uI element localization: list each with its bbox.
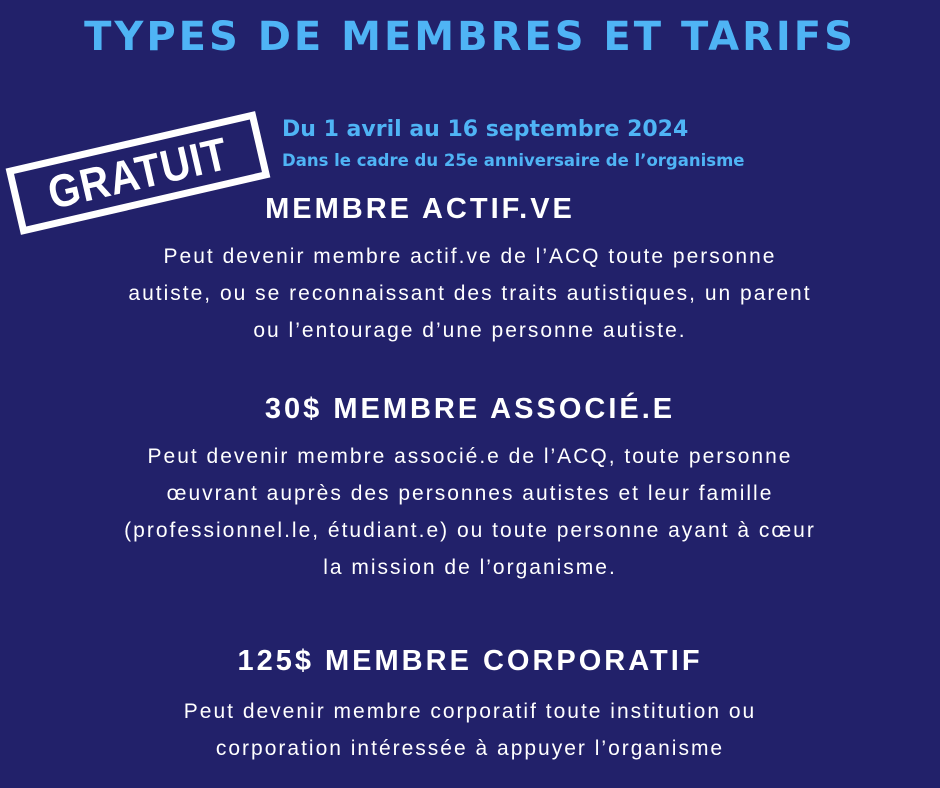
description-line: Peut devenir membre associé.e de l’ACQ, toute personne bbox=[147, 445, 793, 468]
section-heading-membre-actif: MEMBRE ACTIF.VE bbox=[265, 193, 575, 225]
description-line: (professionnel.le, étudiant.e) ou toute personne ayant à cœur bbox=[124, 519, 816, 542]
section-heading-membre-corporatif: 125$ MEMBRE CORPORATIF bbox=[237, 645, 703, 677]
section-description-membre-associe bbox=[40, 438, 900, 586]
promo-dates: Du 1 avril au 16 septembre 2024 bbox=[282, 117, 689, 142]
description-line: Peut devenir membre corporatif toute institution ou bbox=[183, 700, 757, 723]
section-description-membre-corporatif bbox=[40, 693, 900, 767]
description-line: la mission de l’organisme. bbox=[323, 556, 617, 579]
section-heading-membre-associe: 30$ MEMBRE ASSOCIÉ.E bbox=[264, 393, 676, 425]
stamp-label: GRATUIT bbox=[42, 127, 234, 219]
description-line: autiste, ou se reconnaissant des traits autistiques, un parent bbox=[128, 282, 812, 305]
description-line: ou l’entourage d’une personne autiste. bbox=[253, 319, 687, 342]
description-line: Peut devenir membre actif.ve de l’ACQ toute personne bbox=[163, 245, 777, 268]
description-line: corporation intéressée à appuyer l’organisme bbox=[215, 737, 725, 760]
promo-context: Dans le cadre du 25e anniversaire de l’organisme bbox=[282, 151, 745, 170]
section-description-membre-actif bbox=[40, 238, 900, 349]
description-line: œuvrant auprès des personnes autistes et leur famille bbox=[166, 482, 774, 505]
page-title: TYPES DE MEMBRES ET TARIFS bbox=[84, 14, 856, 60]
